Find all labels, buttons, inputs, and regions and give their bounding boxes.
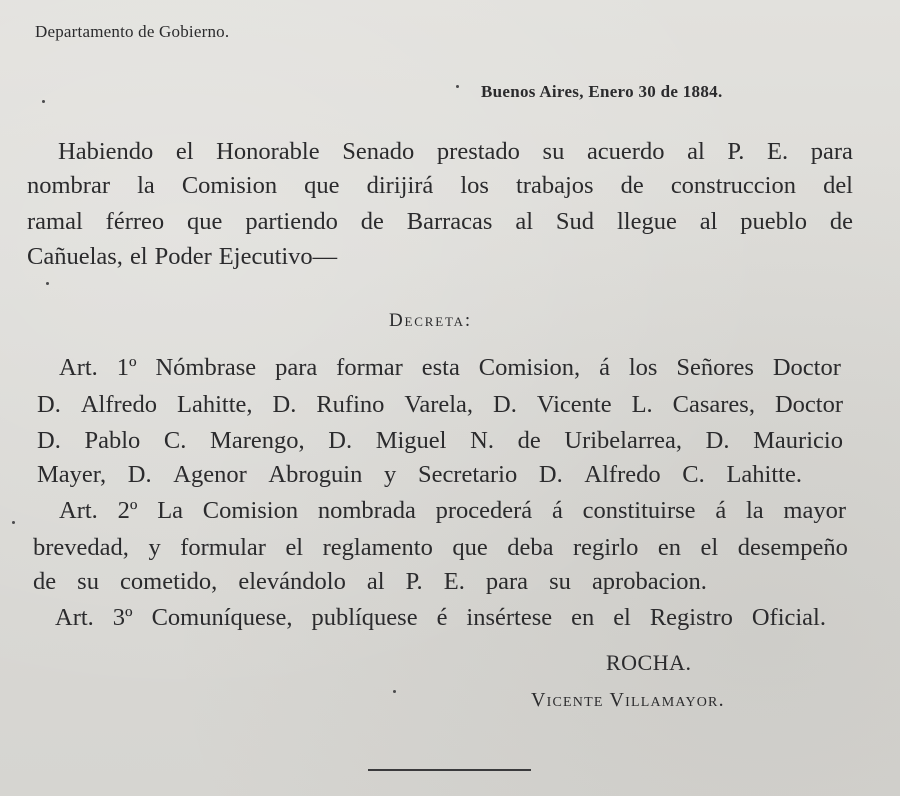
word: D. bbox=[272, 391, 297, 418]
word: esta bbox=[421, 354, 460, 381]
word: formar bbox=[336, 354, 403, 381]
word: de bbox=[620, 172, 644, 199]
word: su bbox=[549, 568, 571, 595]
word: Uribelarrea, bbox=[564, 427, 683, 454]
word: é bbox=[436, 604, 448, 631]
word: Doctor bbox=[774, 391, 843, 418]
article-line bbox=[33, 568, 707, 596]
word: que bbox=[187, 208, 223, 235]
ink-speck bbox=[46, 282, 49, 285]
ink-speck bbox=[12, 521, 15, 524]
word: Art. bbox=[55, 604, 94, 631]
word: los bbox=[628, 354, 658, 381]
word: el bbox=[175, 138, 194, 165]
word: N. bbox=[470, 427, 494, 454]
article-line bbox=[37, 427, 843, 455]
word: del bbox=[823, 172, 853, 199]
word: Comision bbox=[202, 497, 299, 524]
word: á bbox=[715, 497, 727, 524]
word: en bbox=[571, 604, 595, 631]
word: Art. bbox=[59, 354, 98, 381]
word: su bbox=[542, 138, 565, 165]
word: 1º bbox=[116, 354, 137, 381]
word: L. bbox=[631, 391, 653, 418]
word: 3º bbox=[112, 604, 133, 631]
word: el bbox=[285, 534, 304, 561]
word: publíquese bbox=[311, 604, 418, 631]
word: al bbox=[366, 568, 385, 595]
ink-speck bbox=[42, 100, 45, 103]
word: al bbox=[699, 208, 718, 235]
word: insértese bbox=[466, 604, 553, 631]
preamble-line bbox=[27, 172, 853, 200]
word: Abroguin bbox=[268, 461, 363, 488]
word: C. bbox=[163, 427, 187, 454]
word: P. bbox=[727, 138, 745, 165]
closing-rule bbox=[368, 769, 531, 771]
word: de bbox=[33, 568, 57, 595]
word: Mauricio bbox=[753, 427, 843, 454]
word: la bbox=[137, 172, 155, 199]
word: E. bbox=[443, 568, 465, 595]
word: elevándolo bbox=[238, 568, 346, 595]
word: Nómbrase bbox=[155, 354, 257, 381]
word: férreo bbox=[105, 208, 165, 235]
word: Habiendo bbox=[58, 138, 154, 165]
word: D. bbox=[493, 391, 517, 418]
word: para bbox=[275, 354, 318, 381]
word: D. bbox=[705, 427, 730, 454]
word: y bbox=[148, 534, 161, 561]
word: D. bbox=[127, 461, 152, 488]
word: pueblo bbox=[740, 208, 807, 235]
ink-speck bbox=[393, 690, 396, 693]
word: D. bbox=[328, 427, 353, 454]
word: D. bbox=[37, 391, 61, 418]
word: Lahitte, bbox=[177, 391, 253, 418]
word: dirijirá bbox=[366, 172, 434, 199]
word: al bbox=[515, 208, 534, 235]
word: el bbox=[700, 534, 719, 561]
word: partiendo bbox=[245, 208, 338, 235]
word: ramal bbox=[27, 208, 83, 235]
word: Sud bbox=[555, 208, 595, 235]
article-line bbox=[37, 461, 802, 489]
word: C. bbox=[682, 461, 705, 488]
date-line: Buenos Aires, Enero 30 de 1884. bbox=[481, 82, 723, 101]
word: construccion bbox=[670, 172, 796, 199]
word: en bbox=[657, 534, 681, 561]
word: P. bbox=[405, 568, 423, 595]
word: constituirse bbox=[582, 497, 696, 524]
word: Vicente bbox=[536, 391, 612, 418]
word: acuerdo bbox=[586, 138, 665, 165]
word: Oficial. bbox=[751, 604, 826, 631]
word: Alfredo bbox=[80, 391, 158, 418]
word: de bbox=[829, 208, 853, 235]
word: Rufino bbox=[316, 391, 385, 418]
word: regirlo bbox=[573, 534, 639, 561]
word: la bbox=[745, 497, 764, 524]
word: formular bbox=[180, 534, 266, 561]
word: Secretario bbox=[417, 461, 518, 488]
word: Pablo bbox=[84, 427, 141, 454]
article-line bbox=[33, 534, 848, 562]
word: Senado bbox=[342, 138, 415, 165]
word: nombrada bbox=[317, 497, 416, 524]
word: Agenor bbox=[173, 461, 247, 488]
word: y bbox=[384, 461, 397, 488]
word: Señores bbox=[676, 354, 754, 381]
preamble-line bbox=[58, 138, 853, 166]
signature-president: ROCHA. bbox=[606, 650, 692, 675]
article-line bbox=[59, 497, 846, 525]
word: Ejecutivo— bbox=[218, 243, 338, 270]
word: á bbox=[551, 497, 563, 524]
word: al bbox=[687, 138, 705, 165]
word: de bbox=[360, 208, 384, 235]
article-line bbox=[55, 604, 826, 632]
word: D. bbox=[538, 461, 563, 488]
word: Honorable bbox=[216, 138, 320, 165]
word: los bbox=[460, 172, 489, 199]
word: desempeño bbox=[737, 534, 848, 561]
word: Comuníquese, bbox=[151, 604, 293, 631]
word: que bbox=[304, 172, 340, 199]
word: reglamento bbox=[322, 534, 433, 561]
word: nombrar bbox=[27, 172, 110, 199]
word: deba bbox=[507, 534, 554, 561]
word: su bbox=[77, 568, 99, 595]
word: de bbox=[517, 427, 541, 454]
signature-minister: Vicente Villamayor. bbox=[531, 689, 725, 711]
article-line bbox=[37, 391, 843, 419]
word: procederá bbox=[435, 497, 533, 524]
word: que bbox=[452, 534, 488, 561]
word: Marengo, bbox=[210, 427, 305, 454]
word: Registro bbox=[649, 604, 733, 631]
word: Comision, bbox=[478, 354, 581, 381]
preamble-line bbox=[27, 208, 853, 236]
word: para bbox=[810, 138, 853, 165]
word: cometido, bbox=[120, 568, 218, 595]
word: E. bbox=[767, 138, 789, 165]
word: llegue bbox=[616, 208, 677, 235]
word: á bbox=[599, 354, 610, 381]
word: Miguel bbox=[375, 427, 447, 454]
word: Poder bbox=[154, 243, 212, 270]
word: Cañuelas, bbox=[27, 243, 123, 270]
word: Art. bbox=[59, 497, 98, 524]
article-line bbox=[59, 354, 841, 382]
word: Alfredo bbox=[584, 461, 661, 488]
word: Barracas bbox=[406, 208, 493, 235]
word: Lahitte. bbox=[726, 461, 802, 488]
department-header: Departamento de Gobierno. bbox=[35, 22, 230, 41]
word: Doctor bbox=[772, 354, 841, 381]
word: La bbox=[157, 497, 184, 524]
word: para bbox=[485, 568, 529, 595]
word: brevedad, bbox=[33, 534, 129, 561]
word: Mayer, bbox=[37, 461, 107, 488]
word: el bbox=[613, 604, 631, 631]
word: prestado bbox=[436, 138, 520, 165]
word: aprobacion. bbox=[591, 568, 707, 595]
word: 2º bbox=[117, 497, 138, 524]
word: Comision bbox=[181, 172, 278, 199]
word: mayor bbox=[783, 497, 846, 524]
decree-heading: Decreta: bbox=[389, 310, 472, 331]
word: Casares, bbox=[672, 391, 755, 418]
word: el bbox=[129, 243, 148, 270]
word: trabajos bbox=[516, 172, 594, 199]
preamble-line bbox=[27, 243, 344, 271]
ink-speck bbox=[456, 85, 459, 88]
word: D. bbox=[37, 427, 61, 454]
word: Varela, bbox=[404, 391, 474, 418]
